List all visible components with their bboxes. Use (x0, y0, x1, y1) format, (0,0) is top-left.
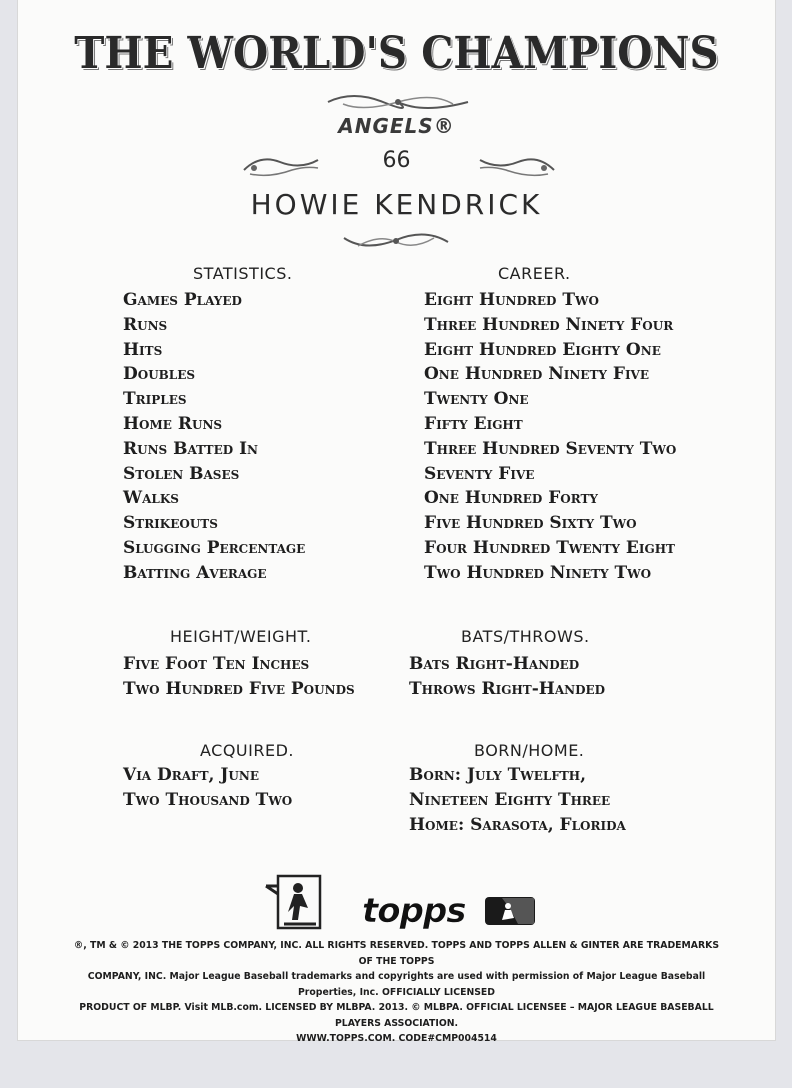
stat-label: Runs (123, 314, 168, 335)
mlb-logo-icon (484, 896, 536, 926)
stat-label: Home Runs (123, 413, 223, 434)
stat-value: Seventy Five (424, 463, 535, 484)
stat-label: Walks (123, 488, 179, 509)
acquired-heading: ACQUIRED. (200, 741, 294, 760)
bats-throws-lines (409, 652, 605, 702)
legal-line: WWW.TOPPS.COM. CODE#CMP004514 (296, 1033, 497, 1044)
acquired-lines (123, 763, 292, 813)
career-heading: CAREER. (498, 264, 571, 283)
stat-value: Four Hundred Twenty Eight (424, 537, 675, 558)
stat-values (424, 288, 676, 586)
born-line: Nineteen Eighty Three (409, 789, 611, 810)
stat-label: Runs Batted In (123, 438, 258, 459)
legal-text (72, 938, 720, 1047)
stat-value: One Hundred Ninety Five (424, 364, 650, 385)
home-line: Home: Sarasota, Florida (409, 814, 626, 835)
card-back (18, 0, 775, 1044)
legal-line: ®, TM & © 2013 THE TOPPS COMPANY, INC. ALL RIGHTS RESERVED. TOPPS AND TOPPS ALLEN & GINTER ARE TRADEMARKS OF THE TOPPS (73, 940, 720, 967)
stat-value: Three Hundred Ninety Four (424, 314, 674, 335)
stat-label: Games Played (123, 290, 242, 310)
card-number: 66 (382, 148, 411, 173)
svg-text:topps: topps (362, 891, 466, 931)
stat-value: Eight Hundred Eighty One (424, 339, 661, 360)
name-flourish-icon (340, 228, 452, 254)
stat-value: Five Hundred Sixty Two (424, 513, 637, 534)
mlbpa-logo-icon (264, 872, 328, 934)
stat-value: Fifty Eight (424, 413, 523, 434)
stat-value: One Hundred Forty (424, 488, 598, 509)
stat-label: Hits (123, 339, 163, 360)
bats-line: Bats Right-Handed (409, 654, 580, 674)
stat-value: Eight Hundred Two (424, 290, 599, 310)
born-line: Born: July Twelfth, (409, 765, 587, 785)
throws-line: Throws Right-Handed (409, 678, 606, 699)
team-name: ANGELS® (338, 114, 455, 138)
topps-logo (358, 888, 466, 932)
acquired-line: Via Draft, June (123, 765, 259, 785)
stat-label: Stolen Bases (123, 463, 240, 484)
card-title: THE WORLD'S CHAMPIONS (74, 28, 719, 79)
stat-label: Batting Average (123, 562, 267, 583)
stat-labels (123, 288, 305, 586)
player-name: HOWIE KENDRICK (250, 188, 543, 221)
height-line: Five Foot Ten Inches (123, 654, 310, 674)
stat-label: Strikeouts (123, 513, 218, 534)
topps-logo-icon (358, 888, 466, 932)
weight-line: Two Hundred Five Pounds (123, 678, 355, 699)
height-weight-heading: HEIGHT/WEIGHT. (170, 627, 312, 646)
acquired-line: Two Thousand Two (123, 789, 293, 810)
stat-label: Triples (123, 389, 187, 410)
height-weight-lines (123, 652, 355, 702)
stat-label: Doubles (123, 364, 196, 385)
born-home-lines (409, 763, 626, 837)
stat-label: Slugging Percentage (123, 537, 306, 558)
statistics-heading: STATISTICS. (193, 264, 293, 283)
stat-value: Twenty One (424, 389, 529, 410)
legal-line: COMPANY, INC. Major League Baseball trademarks and copyrights are used with permission of Major League Baseball Properties, Inc. OFFICIALLY LICENSED (87, 971, 706, 998)
stat-value: Three Hundred Seventy Two (424, 438, 677, 459)
bats-throws-heading: BATS/THROWS. (461, 627, 590, 646)
born-home-heading: BORN/HOME. (474, 741, 585, 760)
title-flourish-icon (323, 90, 473, 114)
right-flourish-icon (476, 152, 558, 180)
stat-value: Two Hundred Ninety Two (424, 562, 652, 583)
legal-line: PRODUCT OF MLBP. Visit MLB.com. LICENSED BY MLBPA. 2013. © MLBPA. OFFICIAL LICENSEE – MAJOR LEAGUE BASEBALL PLAYERS ASSOCIATION. (79, 1002, 714, 1029)
